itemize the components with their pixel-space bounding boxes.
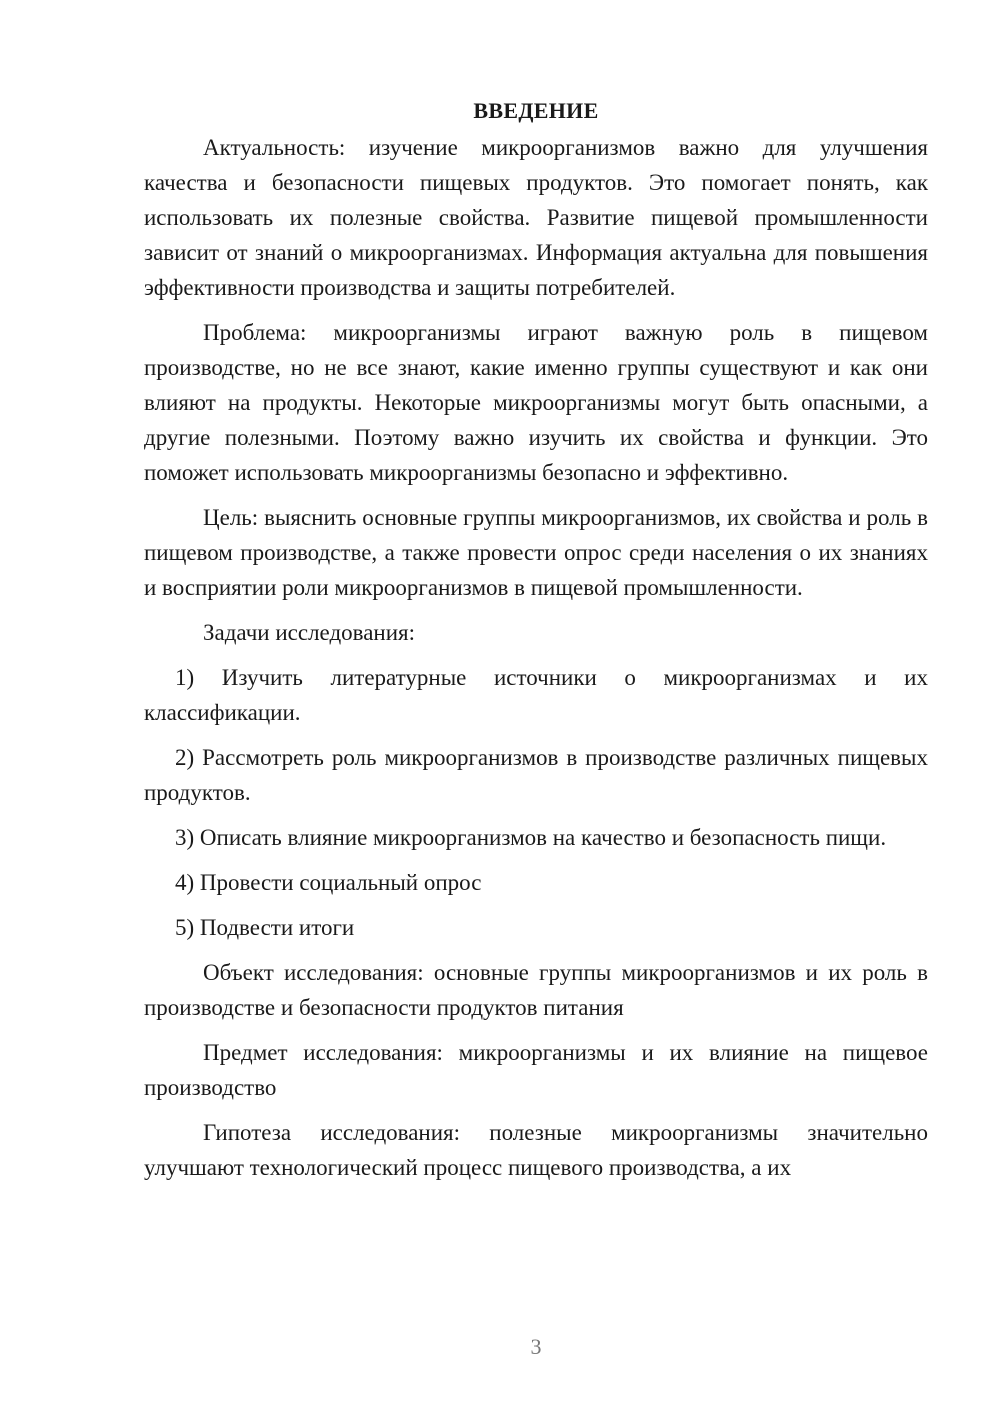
tasks-heading: Задачи исследования: [203, 620, 416, 645]
page-content [144, 94, 928, 1195]
task-item: 5) Подвести итоги [175, 915, 355, 940]
page-number: 3 [530, 1334, 542, 1359]
task-item: 1) Изучить литературные источники о микроорганизмах и их классификации. [144, 665, 928, 725]
subject-paragraph: Предмет исследования: микроорганизмы и их влияние на пищевое производство [144, 1040, 928, 1100]
problem-paragraph: Проблема: микроорганизмы играют важную роль в пищевом производстве, но не все знают, какие именно группы существуют и как они влияют на продукты. Некоторые микроорганизмы могут быть опасными, а другие полезными. Поэтому важно изучить их свойства и функции. Это поможет использовать микроорганизмы безопасно и эффективно. [144, 320, 928, 485]
hypothesis-paragraph: Гипотеза исследования: полезные микроорганизмы значительно улучшают технологический процесс пищевого производства, а их [144, 1120, 928, 1180]
relevance-paragraph: Актуальность: изучение микроорганизмов важно для улучшения качества и безопасности пищевых продуктов. Это помогает понять, как использовать их полезные свойства. Развитие пищевой промышленности зависит от знаний о микроорганизмах. Информация актуальна для повышения эффективности производства и защиты потребителей. [144, 135, 928, 300]
task-item: 2) Рассмотреть роль микроорганизмов в производстве различных пищевых продуктов. [144, 745, 928, 805]
goal-paragraph: Цель: выяснить основные группы микроорганизмов, их свойства и роль в пищевом производстве, а также провести опрос среди населения о их знаниях и восприятии роли микроорганизмов в пищевой промышленности. [144, 505, 928, 600]
page-title: ВВЕДЕНИЕ [473, 98, 599, 123]
object-paragraph: Объект исследования: основные группы микроорганизмов и их роль в производстве и безопасности продуктов питания [144, 960, 928, 1020]
task-item: 3) Описать влияние микроорганизмов на качество и безопасность пищи. [175, 825, 887, 850]
task-item: 4) Провести социальный опрос [175, 870, 482, 895]
